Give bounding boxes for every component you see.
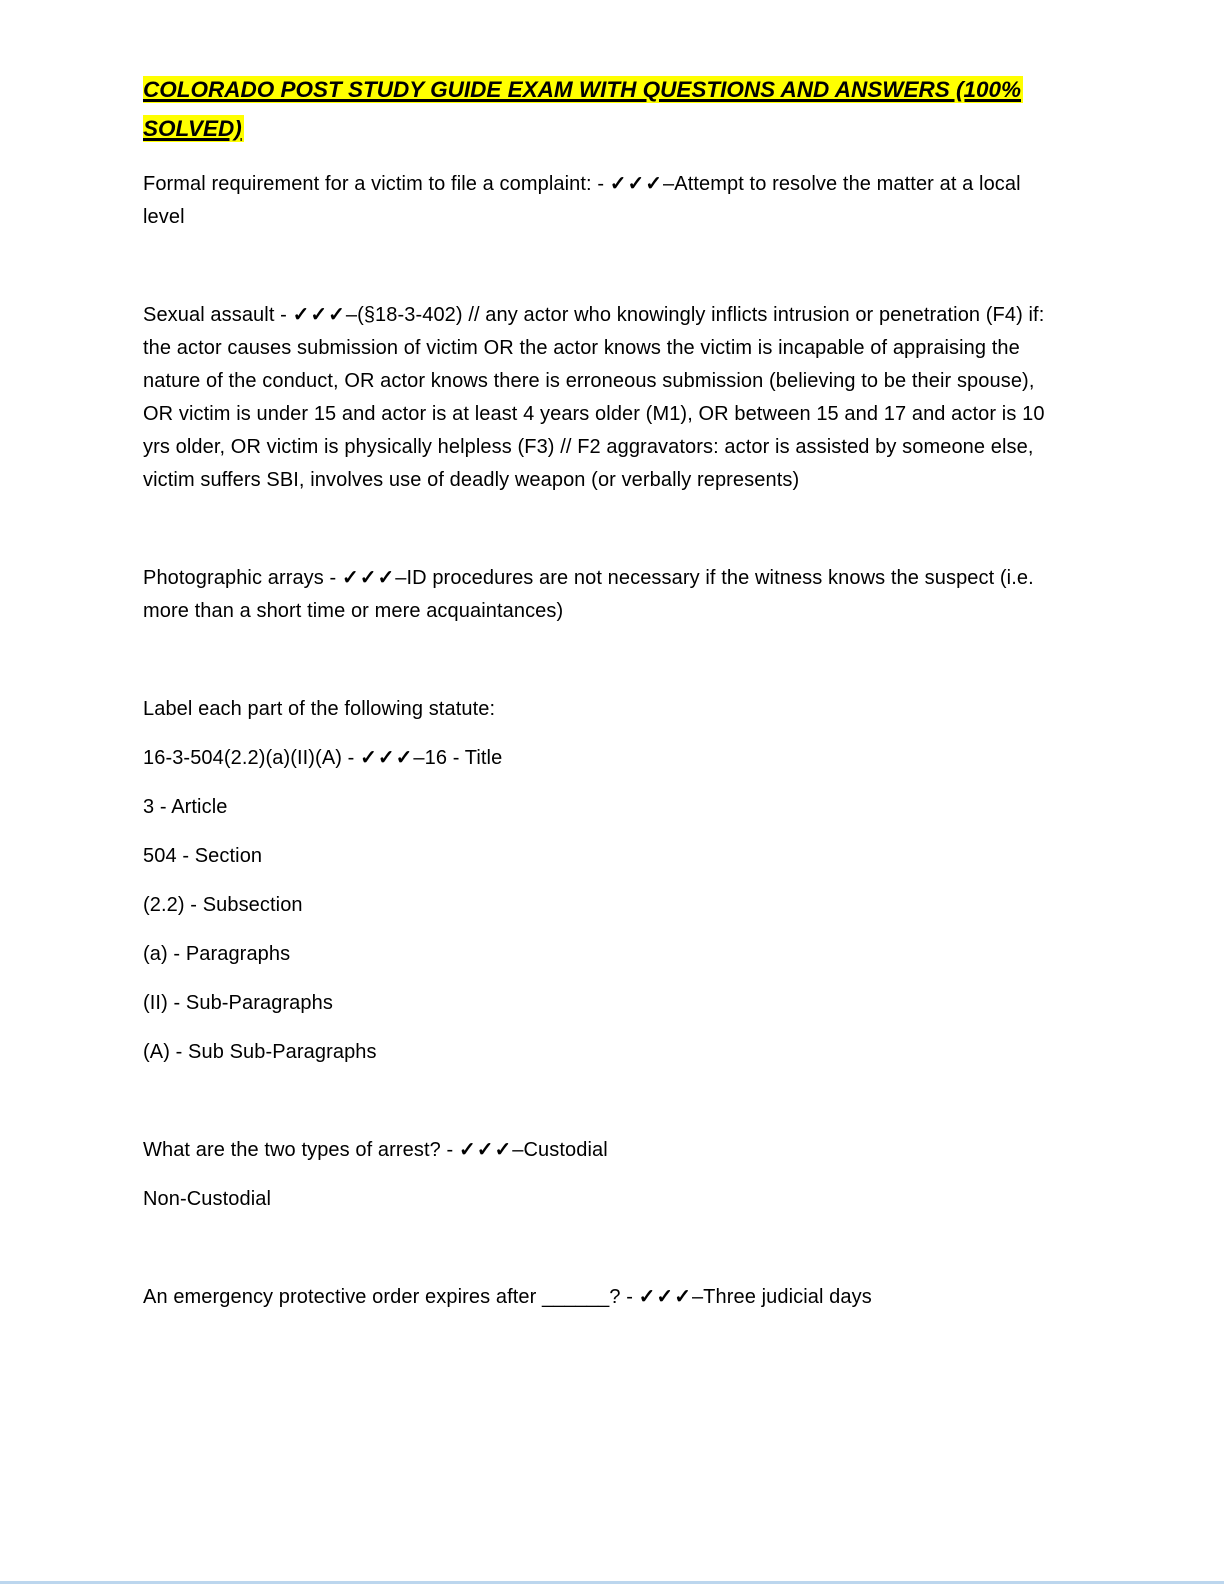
text-segment: 16-3-504(2.2)(a)(II)(A) - (143, 747, 361, 769)
paragraph (143, 938, 1055, 971)
text-segment: Formal requirement for a victim to file a complaint: - (143, 173, 610, 195)
empty-paragraph (143, 250, 1055, 283)
answer-checkmarks: ✓✓✓ (609, 173, 664, 195)
answer-checkmarks: ✓✓✓ (638, 1286, 692, 1308)
empty-paragraph (143, 1085, 1055, 1118)
paragraph (143, 889, 1055, 922)
empty-paragraph (143, 513, 1055, 546)
paragraph (143, 1281, 1055, 1314)
text-segment: –Three judicial days (691, 1286, 872, 1308)
paragraph (143, 299, 1055, 497)
paragraph (143, 693, 1055, 726)
paragraph (143, 742, 1055, 775)
text-segment: An emergency protective order expires after ______? - (143, 1286, 639, 1308)
paragraph (143, 168, 1055, 234)
text-segment: 504 - Section (143, 845, 263, 867)
answer-checkmarks: ✓✓✓ (292, 304, 346, 326)
text-segment: 3 - Article (143, 796, 228, 818)
text-segment: (2.2) - Subsection (143, 894, 303, 916)
highlighted-title-text: COLORADO POST STUDY GUIDE EXAM WITH QUESTIONS AND ANSWERS (100% SOLVED) (143, 77, 1021, 141)
paragraph (143, 1183, 1055, 1216)
text-segment: –Custodial (512, 1139, 608, 1161)
answer-checkmarks: ✓✓✓ (360, 747, 414, 769)
text-segment: (a) - Paragraphs (143, 943, 291, 965)
paragraph (143, 1036, 1055, 1069)
text-segment: Photographic arrays - (143, 567, 342, 589)
text-segment: Label each part of the following statute: (143, 698, 496, 720)
paragraph (143, 562, 1055, 628)
text-segment: (II) - Sub-Paragraphs (143, 992, 333, 1014)
paragraph (143, 987, 1055, 1020)
answer-checkmarks: ✓✓✓ (341, 567, 396, 589)
text-segment: (A) - Sub Sub-Paragraphs (143, 1041, 377, 1063)
text-segment: Non-Custodial (143, 1188, 272, 1210)
paragraph (143, 840, 1055, 873)
text-segment: What are the two types of arrest? - (143, 1139, 459, 1161)
document-title (143, 70, 1055, 148)
answer-checkmarks: ✓✓✓ (458, 1139, 513, 1161)
empty-paragraph (143, 1232, 1055, 1265)
text-segment: –ID procedures are not necessary if the witness knows the suspect (i.e. more than a short time or mere acquaintances) (143, 567, 1034, 622)
paragraph (143, 791, 1055, 824)
text-segment: –(§18-3-402) // any actor who knowingly inflicts intrusion or penetration (F4) if: the actor causes submission of victim OR the actor knows the victim is incapable of appraising the nature of the conduct, OR actor knows there is erroneous submission (believing to be their spouse), OR victim is under 15 and actor is at least 4 years older (M1), OR between 15 and 17 and actor is 10 yrs older, OR victim is physically helpless (F3) // F2 aggravators: actor is assisted by someone else, victim suffers SBI, involves use of deadly weapon (or verbally represents) (143, 304, 1045, 491)
document-content (143, 70, 1055, 1330)
text-segment: Sexual assault - (143, 304, 293, 326)
text-segment: –16 - Title (413, 747, 503, 769)
empty-paragraph (143, 644, 1055, 677)
paragraph (143, 1134, 1055, 1167)
text-segment: –Attempt to resolve the matter at a local level (143, 173, 1021, 228)
paragraph-list (143, 168, 1055, 1314)
